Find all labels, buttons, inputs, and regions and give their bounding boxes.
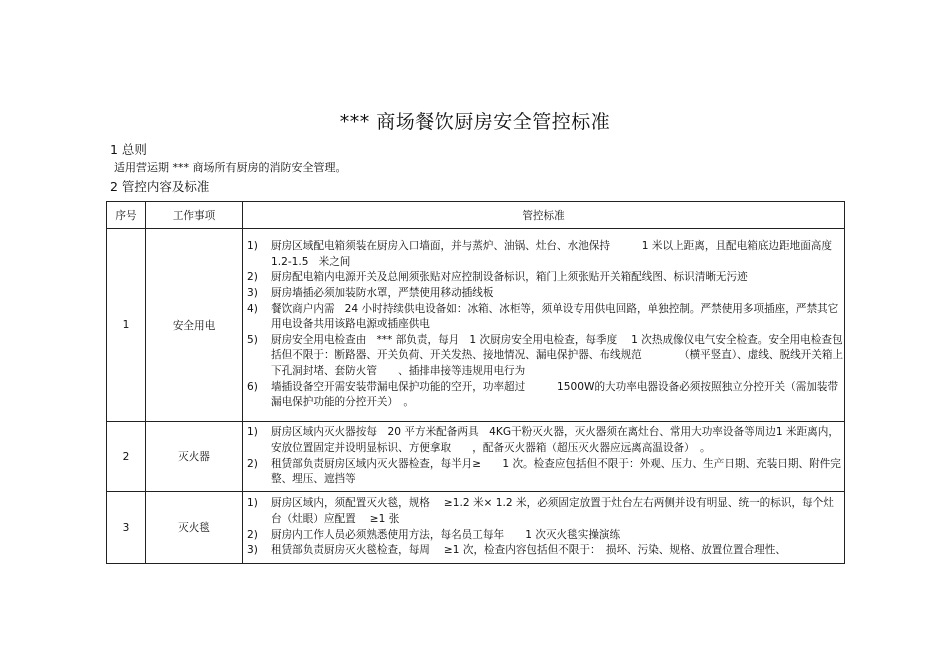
row-matter: 安全用电: [146, 229, 243, 422]
item-number: 1): [247, 497, 258, 510]
table-row: [107, 492, 845, 564]
header-standard: 管控标准: [243, 202, 845, 229]
item-text: 租赁部负责厨房灭火毯检查，每周 ≥1 次，检查内容包括但不限于： 损坏、污染、规格、放置位置合理性、: [271, 544, 786, 557]
header-no: 序号: [107, 202, 146, 229]
item-number: 2): [247, 457, 258, 470]
item-number: 4): [247, 302, 258, 315]
table-row: [107, 422, 845, 492]
row-matter: 灭火毯: [146, 492, 243, 564]
item-text: 厨房墙插必须加装防水罩，严禁使用移动插线板: [271, 287, 494, 300]
item-number: 6): [247, 380, 258, 393]
item-number: 3): [247, 287, 258, 300]
list-item: [243, 425, 844, 456]
item-text: 厨房区域配电箱须装在厨房入口墙面，并与蒸炉、油锅、灶台、水池保持 1 米以上距离，且配电箱底边距地面高度 1.2-1.5 米之间: [271, 240, 839, 268]
item-number: 2): [247, 271, 258, 284]
row-number: 2: [107, 422, 146, 492]
list-item: [243, 239, 844, 270]
section-heading-general: 1 总则: [110, 142, 147, 157]
item-number: 2): [247, 528, 258, 541]
row-matter: 灭火器: [146, 422, 243, 492]
section-general-text: 适用营运期 *** 商场所有厨房的消防安全管理。: [114, 161, 347, 174]
item-text: 厨房区域内，须配置灭火毯，规格 ≥1.2 米× 1.2 米，必须固定放置于灶台左右两侧并设有明显、统一的标识，每个灶台（灶眼）应配置 ≥1 张: [271, 497, 834, 525]
header-matter: 工作事项: [146, 202, 243, 229]
row-standards: [243, 422, 845, 492]
list-item: [243, 496, 844, 527]
item-text: 餐饮商户内需 24 小时持续供电设备如：冰箱、冰柜等，须单设专用供电回路，单独控制。严禁使用多项插座，严禁其它用电设备共用该路电源或插座供电: [271, 302, 839, 331]
item-text: 厨房内工作人员必须熟悉使用方法，每名员工每年 1 次灭火毯实操演练: [271, 528, 621, 541]
list-item: [243, 380, 844, 411]
item-number: 1): [247, 240, 258, 253]
row-standards: [243, 229, 845, 422]
section-heading-content: 2 管控内容及标准: [110, 179, 210, 194]
item-text: 墙插设备空开需安装带漏电保护功能的空开，功率超过 1500W的大功率电器设备必须按照独立分控开关（需加装带漏电保护功能的分控开关） 。: [271, 380, 839, 409]
row-number: 1: [107, 229, 146, 422]
table-header-row: [107, 202, 845, 229]
list-item: [243, 528, 844, 544]
row-number: 3: [107, 492, 146, 564]
standards-table: [106, 201, 845, 564]
document-title: *** 商场餐饮厨房安全管控标准: [339, 111, 611, 133]
item-text: 厨房安全用电检查由 *** 部负责，每月 1 次厨房安全用电检查，每季度 1 次热成像仪电气安全检查。安全用电检查包括但不限于：断路器、开关负荷、开关发热、接地情况、漏电保护器、布线规范 （横平竖直）、虚线、脱线开关箱上下孔洞封堵、套防火管 、插排串接等违规用电行为: [271, 333, 844, 377]
list-item: [243, 270, 844, 286]
list-item: [243, 333, 844, 380]
item-text: 租赁部负责厨房区域内灭火器检查，每半月≥ 1 次。检查应包括但不限于：外观、压力、生产日期、充装日期、附件完整、埋压、遮挡等: [271, 457, 841, 486]
table-row: [107, 229, 845, 422]
item-text: 厨房配电箱内电源开关及总闸须张贴对应控制设备标识，箱门上须张贴开关箱配线图、标识清晰无污迹: [271, 271, 748, 284]
list-item: [243, 543, 844, 559]
item-number: 3): [247, 544, 258, 557]
item-number: 1): [247, 426, 258, 439]
item-number: 5): [247, 333, 258, 346]
list-item: [243, 457, 844, 488]
row-standards: [243, 492, 845, 564]
item-text: 厨房区域内灭火器按每 20 平方米配备两具 4KG干粉灭火器，灭火器须在离灶台、常用大功率设备等周边1 米距离内，安放位置固定并设明显标识、方便拿取 ，配备灭火器箱（超压灭火器应远离高温设备） 。: [271, 426, 839, 454]
list-item: [243, 286, 844, 302]
list-item: [243, 302, 844, 333]
